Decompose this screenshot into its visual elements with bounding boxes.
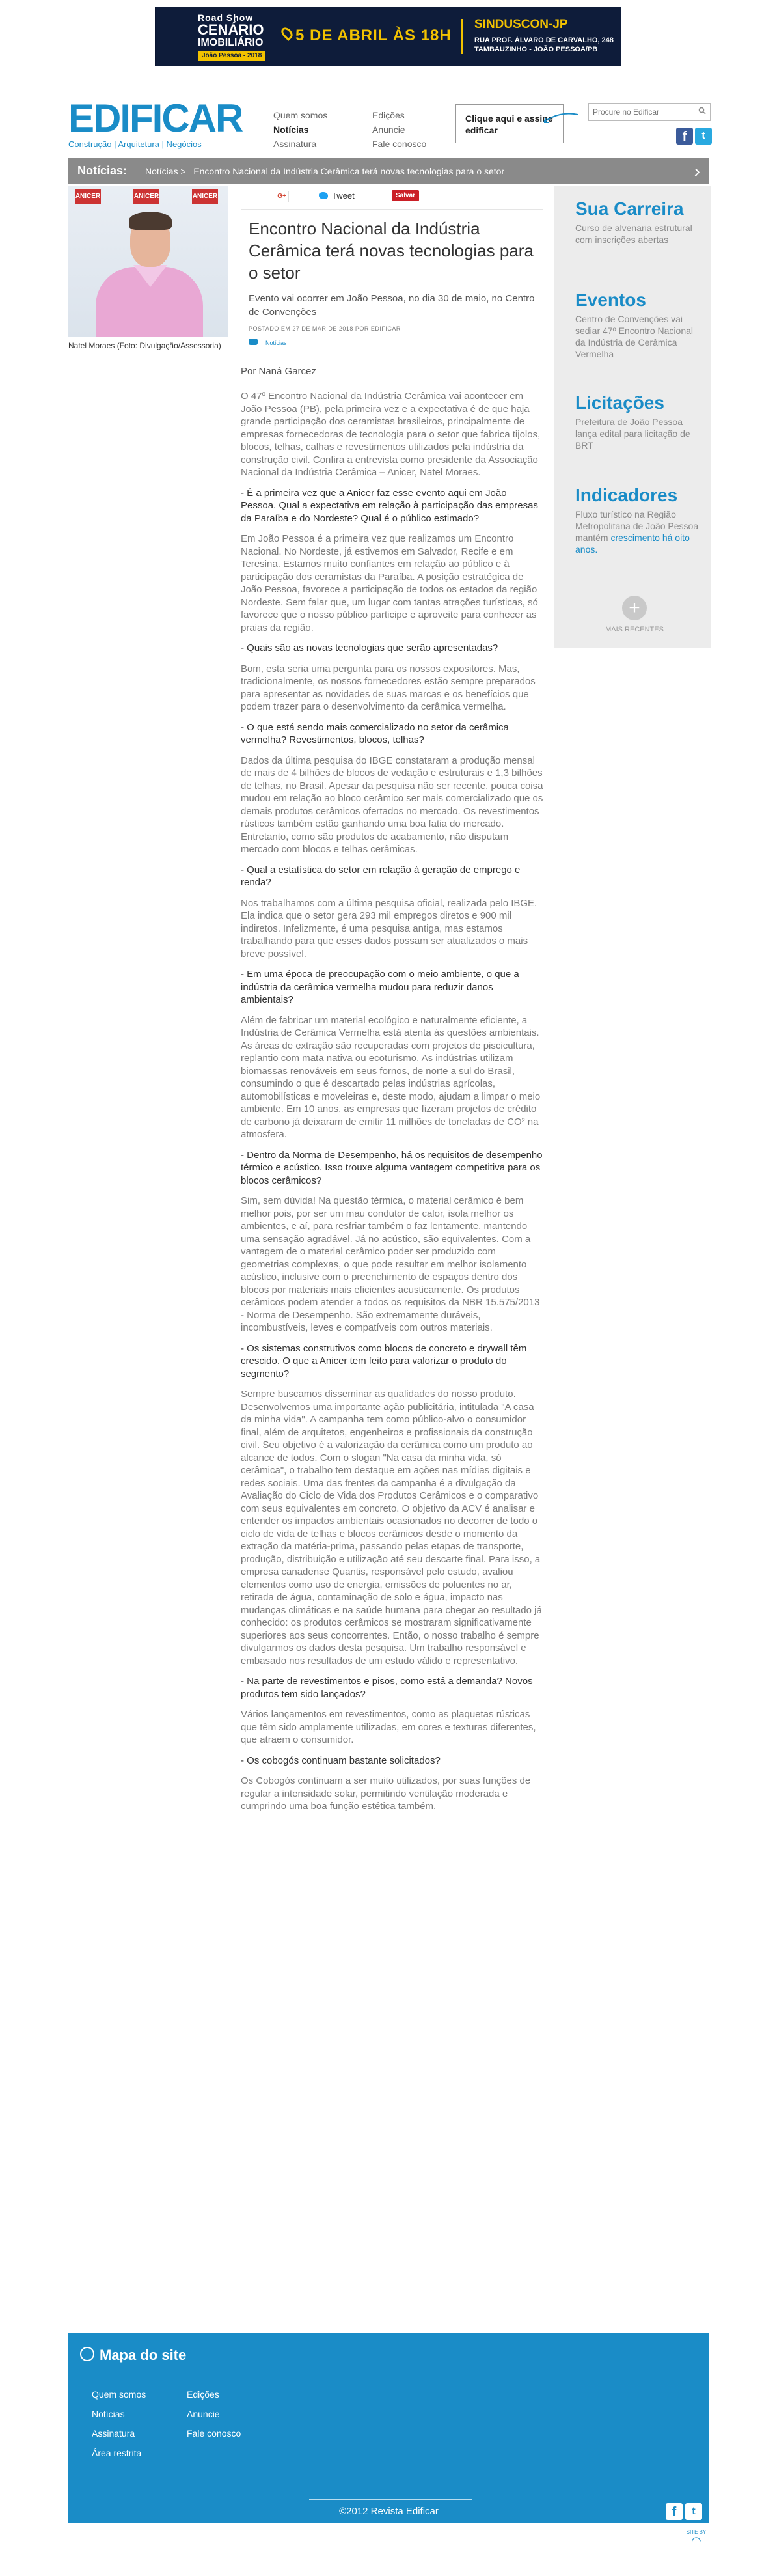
footer-col1 (92, 2385, 146, 2463)
banner-line2: CENÁRIO (198, 21, 264, 38)
sidebar-item-carreira[interactable] (575, 199, 705, 245)
article-body (241, 390, 543, 1813)
article-byline: Por Naná Garcez (241, 366, 316, 377)
sidebar-text-main[interactable]: Fluxo turístico na Região Metropolitana de João Pessoa mantém (575, 509, 699, 543)
subscribe-cta-button[interactable]: Clique aqui e assine edificar (455, 104, 564, 143)
article-meta: POSTADO EM 27 DE MAR DE 2018 POR EDIFICAR (249, 325, 401, 332)
twitter-icon[interactable]: t (695, 128, 712, 145)
interview-question: - Dentro da Norma de Desempenho, há os requisitos de desempenho térmico e acústico. Isso trouxe alguma vantagem competitiva para os blocos cerâmicos? (241, 1149, 543, 1186)
nav-item-assinatura[interactable]: Assinatura (273, 139, 317, 149)
interview-question: - Em uma época de preocupação com o meio ambiente, o que a indústria da cerâmica vermelha mudou para reduzir danos ambientais? (241, 969, 519, 1005)
footer-link-assinatura[interactable]: Assinatura (92, 2428, 135, 2439)
more-recent-label: MAIS RECENTES (605, 626, 664, 633)
cta-arrow-icon (540, 111, 579, 128)
search-box (588, 103, 711, 121)
article-title: Encontro Nacional da Indústria Cerâmica terá novas tecnologias para o setor (249, 219, 534, 283)
banner-address (474, 36, 614, 54)
footer-link-quem-somos[interactable]: Quem somos (92, 2389, 146, 2400)
footer (68, 2333, 709, 2523)
chevron-right-icon[interactable]: › (694, 161, 700, 181)
nav-item-fale-conosco[interactable]: Fale conosco (372, 139, 427, 149)
interview-question: - Os sistemas construtivos como blocos de concreto e drywall têm crescido. O que a Anicer tem feito para valorizar o produto do segmento? (241, 1342, 527, 1379)
interview-question: - Qual a estatística do setor em relação à geração de emprego e renda? (241, 864, 521, 888)
photo-sign: ANICER (75, 189, 101, 204)
footer-link-area-restrita[interactable]: Área restrita (92, 2448, 142, 2458)
location-pin-icon (279, 25, 295, 41)
interview-question: - Na parte de revestimentos e pisos, como está a demanda? Novos produtos tem sido lançados? (241, 1676, 533, 1700)
twitter-bird-icon (319, 192, 328, 199)
banner-divider (461, 19, 463, 54)
nav-item-quem-somos[interactable]: Quem somos (273, 110, 328, 120)
footer-facebook-icon[interactable]: f (666, 2503, 683, 2520)
article-photo (68, 186, 228, 337)
article-paragraph: Além de fabricar um material ecológico e naturalmente eficiente, a Indústria de Cerâmica Vermelha está atenta às questões ambientais. As áreas de extração são recuperadas com projetos de piscicultura, replantio com mata nativa ou ecoturismo. As indústrias utilizam biomassas renováveis em seus fornos, de norte a sul do Brasil, consumindo o que é descartado pelas indústrias agrícolas, automobilísticas e moveleiras e, deste modo, ajudam a limpar o meio ambiente. Em 10 anos, as empresas que fizeram projetos de crédito de carbono já deixaram de emitir 11 milhões de toneladas de CO² na atmosfera. (241, 1014, 541, 1140)
nav-item-anuncie[interactable]: Anuncie (372, 124, 405, 135)
banner-org: SINDUSCON-JP (474, 18, 568, 31)
footer-col2 (187, 2385, 241, 2443)
photo-sign: ANICER (133, 189, 159, 204)
footer-sitemap-title: Mapa do site (100, 2347, 187, 2363)
article-subtitle: Evento vai ocorrer em João Pessoa, no dia 30 de maio, no Centro de Convenções (249, 293, 535, 318)
article-paragraph: Sempre buscamos disseminar as qualidades do nosso produto. Desenvolvemos uma importante ação publicitária, intitulada "A casa da minha vida". A campanha tem como público-alvo o consumidor final, além de arquitetos, engenheiros e profissionais da construção civil. Seu objetivo é a valorização da cerâmica como um produto ao alcance de todos. Com o slogan "Na casa da minha vida, só cerâmica", o trabalho tem destaque em ações nas mídias digitais e redes sociais. Uma das frentes da campanha é a divulgação da Avaliação do Ciclo de Vida dos Produtos Cerâmicos e o comparativo com seus equivalentes em concreto. O objetivo da ACV é analisar e entender os impactos ambientais ocasionados no decorrer de todo o ciclo de vida de telhas e blocos cerâmicos desde o momento da extração da matéria-prima, passando pelas etapas de transporte, produção, distribuição e utilização até seu descarte final. Para isso, a empresa canadense Quantis, responsável pelo estudo, avaliou elementos como uso de energia, emissões de poluentes no ar, retirada de água, contaminação de solo e água, impacto nas mudanças climáticas e na saúde humana para chegar ao resultado já conhecido: os produtos cerâmicos se mostraram significativamente superiores aos seus concorrentes. Então, o nosso trabalho é sempre divulgarmos os dados desta pesquisa. Um trabalho responsável e embasado nos resultados de um estudo válido e representativo. (241, 1389, 542, 1667)
sidebar-item-indicadores[interactable] (575, 485, 705, 555)
banner-line4: João Pessoa - 2018 (198, 51, 265, 61)
interview-question: - É a primeira vez que a Anicer faz esse evento aqui em João Pessoa. Qual a expectativa em relação à participação das empresas da Paraíba e do Nordeste? Qual é o público estimado? (241, 487, 538, 524)
logo-tagline: Construção | Arquitetura | Negócios (68, 139, 202, 149)
sidebar-text[interactable]: Centro de Convenções vai sediar 47º Encontro Nacional da Indústria de Cerâmica Vermelha (575, 314, 693, 359)
sidebar-item-eventos[interactable] (575, 290, 705, 360)
article-paragraph: Sim, sem dúvida! Na questão térmica, o material cerâmico é bem melhor pois, por ser um mau condutor de calor, isola melhor os ambientes, e aí, para resfriar também o faz lentamente, mantendo uma sensação agradável. Já no acústico, são equivalentes. Com a vantagem de o material cerâmico poder ser produzido com geometrias complexas, o que pode resultar em melhor isolamento acústico, inclusive com o preenchimento de espaços dentro dos blocos por materiais mais eficientes acusticamente. Os produtos cerâmicos podem atender a todos os requisitos da NBR 15.575/2013 - Norma de Desempenho. São extremamente duráveis, incombustíveis, leves e compatíveis com outros materiais. (241, 1195, 540, 1333)
article-paragraph: O 47º Encontro Nacional da Indústria Cerâmica vai acontecer em João Pessoa (PB), pela primeira vez e a expectativa é de que haja grande participação dos ceramistas brasileiros, principalmente de empresas fornecedoras de tecnologia para o setor que fabrica tijolos, blocos, telhas, calhas e revestimentos utilizados pela indústria da construção civil. Confira a entrevista como presidente da Associação Nacional da Indústria Cerâmica – Anicer, Natel Moraes. (241, 391, 541, 478)
footer-link-noticias[interactable]: Notícias (92, 2409, 125, 2419)
footer-copyright: ©2012 Revista Edificar (339, 2506, 439, 2517)
facebook-icon[interactable]: f (676, 128, 693, 145)
breadcrumb (145, 166, 504, 176)
banner-address-line2: TAMBAUZINHO - JOÃO PESSOA/PB (474, 46, 598, 53)
sidebar-heading[interactable]: Licitações (575, 393, 664, 413)
sidebar-item-licitacoes[interactable] (575, 393, 705, 451)
plus-icon[interactable]: + (622, 596, 647, 620)
article-paragraph: Dados da última pesquisa do IBGE constataram a produção mensal de mais de 4 bilhões de blocos de vedação e estruturais e 1,3 bilhões de telhas, no Brasil. Apesar da pesquisa não ser recente, pouca coisa mudou em relação ao bloco cerâmico ser mais comercializado que os demais produtos cerâmicos ofertados no mercado. Os revestimentos rústicos também estão ganhando uma boa fatia do mercado. Entretanto, como são produtos de acabamento, não disputam mercado com blocos e telhas cerâmicas. (241, 755, 543, 855)
interview-question: - O que está sendo mais comercializado no setor da cerâmica vermelha? Revestimentos, blocos, telhas? (241, 721, 509, 745)
sidebar-text-link[interactable]: crescimento há oito anos. (575, 533, 690, 555)
pinterest-save-button[interactable]: Salvar (392, 190, 419, 201)
banner-address-line1: RUA PROF. ÁLVARO DE CARVALHO, 248 (474, 36, 614, 44)
photo-figure-hair (129, 212, 172, 230)
footer-link-anuncie[interactable]: Anuncie (187, 2409, 220, 2419)
article-paragraph: Nos trabalhamos com a última pesquisa oficial, realizada pelo IBGE. Ela indica que o setor gera 293 mil empregos diretos e 900 mil indiretos. Infelizmente, é uma pesquisa antiga, mas estamos trabalhando para que esses dados possam ser atualizados o mais breve possível. (241, 897, 537, 960)
map-icon (80, 2347, 94, 2361)
footer-divider (309, 2499, 472, 2500)
more-recent-button[interactable] (599, 596, 670, 633)
site-by-credit[interactable] (683, 2529, 709, 2547)
article-paragraph: Os Cobogós continuam a ser muito utilizados, por suas funções de regular a intensidade solar, permitindo ventilação moderada e cumprindo uma boa função estética também. (241, 1775, 531, 1812)
sidebar-heading[interactable]: Sua Carreira (575, 199, 684, 219)
article-paragraph: Bom, esta seria uma pergunta para os nossos expositores. Mas, tradicionalmente, os nossos fornecedores estão sempre preparados para apresentar as novidades de suas marcas e os benefícios que podem trazer para o desenvolvimento da cerâmica vermelha. (241, 663, 536, 712)
nav-item-edicoes[interactable]: Edições (372, 110, 405, 120)
footer-link-edicoes[interactable]: Edições (187, 2389, 219, 2400)
logo-wordmark: EDIFICAR (68, 96, 243, 140)
photo-sign: ANICER (192, 189, 218, 204)
breadcrumb-current: Encontro Nacional da Indústria Cerâmica terá novas tecnologias para o setor (193, 166, 505, 176)
nav-item-noticias[interactable]: Notícias (273, 124, 309, 135)
sidebar-heading[interactable]: Eventos (575, 290, 646, 310)
site-logo[interactable] (68, 96, 243, 149)
interview-question: - Quais são as novas tecnologias que serão apresentadas? (241, 643, 498, 654)
banner-date: 5 DE ABRIL ÀS 18H (295, 27, 452, 44)
category-label[interactable]: Notícias (265, 340, 287, 346)
google-plus-share-button[interactable]: G+ (275, 191, 289, 202)
footer-link-fale-conosco[interactable]: Fale conosco (187, 2428, 241, 2439)
main-nav-col1 (273, 108, 327, 151)
site-by-label: SITE BY (686, 2529, 707, 2535)
banner-line3: IMOBILIÁRIO (198, 37, 264, 48)
sidebar-heading[interactable]: Indicadores (575, 485, 678, 505)
news-breadcrumb-bar (68, 158, 709, 184)
article-category[interactable] (249, 339, 543, 348)
banner-line1: Road Show (198, 12, 254, 23)
banner-roadshow-block (198, 12, 269, 61)
article (241, 186, 543, 1821)
article-paragraph: Vários lançamentos em revestimentos, como as plaquetas rústicas que têm sido amplamente utilizadas, em cores e texturas diferentes, que atraem o consumidor. (241, 1709, 536, 1745)
newsbar-label: Notícias: (77, 164, 128, 177)
right-sidebar (554, 186, 711, 648)
sidebar-text[interactable]: Curso de alvenaria estrutural com inscrições abertas (575, 223, 692, 245)
agency-logo-icon: ◠ (691, 2534, 701, 2547)
article-paragraph: Em João Pessoa é a primeira vez que realizamos um Encontro Nacional. No Nordeste, já estivemos em Salvador, Recife e em Teresina. Estamos muito confiantes em relação ao público e à participação dos ceramistas da Paraíba. A posição estratégica de João Pessoa, favorece a participação de todos os estados da região Nordeste. Sem falar que, um lugar com tantas atrações turísticas, só favorece que o nosso público participe e aproveite para conhecer as praias da região. (241, 533, 538, 633)
sidebar-text[interactable]: Prefeitura de João Pessoa lança edital para licitação de BRT (575, 417, 690, 450)
footer-twitter-icon[interactable]: t (685, 2503, 702, 2520)
share-bar (241, 186, 543, 210)
main-nav-col2 (372, 108, 426, 151)
tweet-button[interactable]: Tweet (332, 191, 355, 201)
breadcrumb-section[interactable]: Notícias > (145, 166, 186, 176)
search-icon[interactable] (698, 107, 706, 115)
interview-question: - Os cobogós continuam bastante solicitados? (241, 1754, 441, 1766)
search-input[interactable] (589, 104, 694, 120)
comment-bubble-icon (249, 339, 258, 345)
top-advertisement-banner[interactable] (155, 7, 621, 66)
sidebar-text[interactable] (575, 508, 705, 555)
photo-caption: Natel Moraes (Foto: Divulgação/Assessoria) (68, 341, 221, 350)
